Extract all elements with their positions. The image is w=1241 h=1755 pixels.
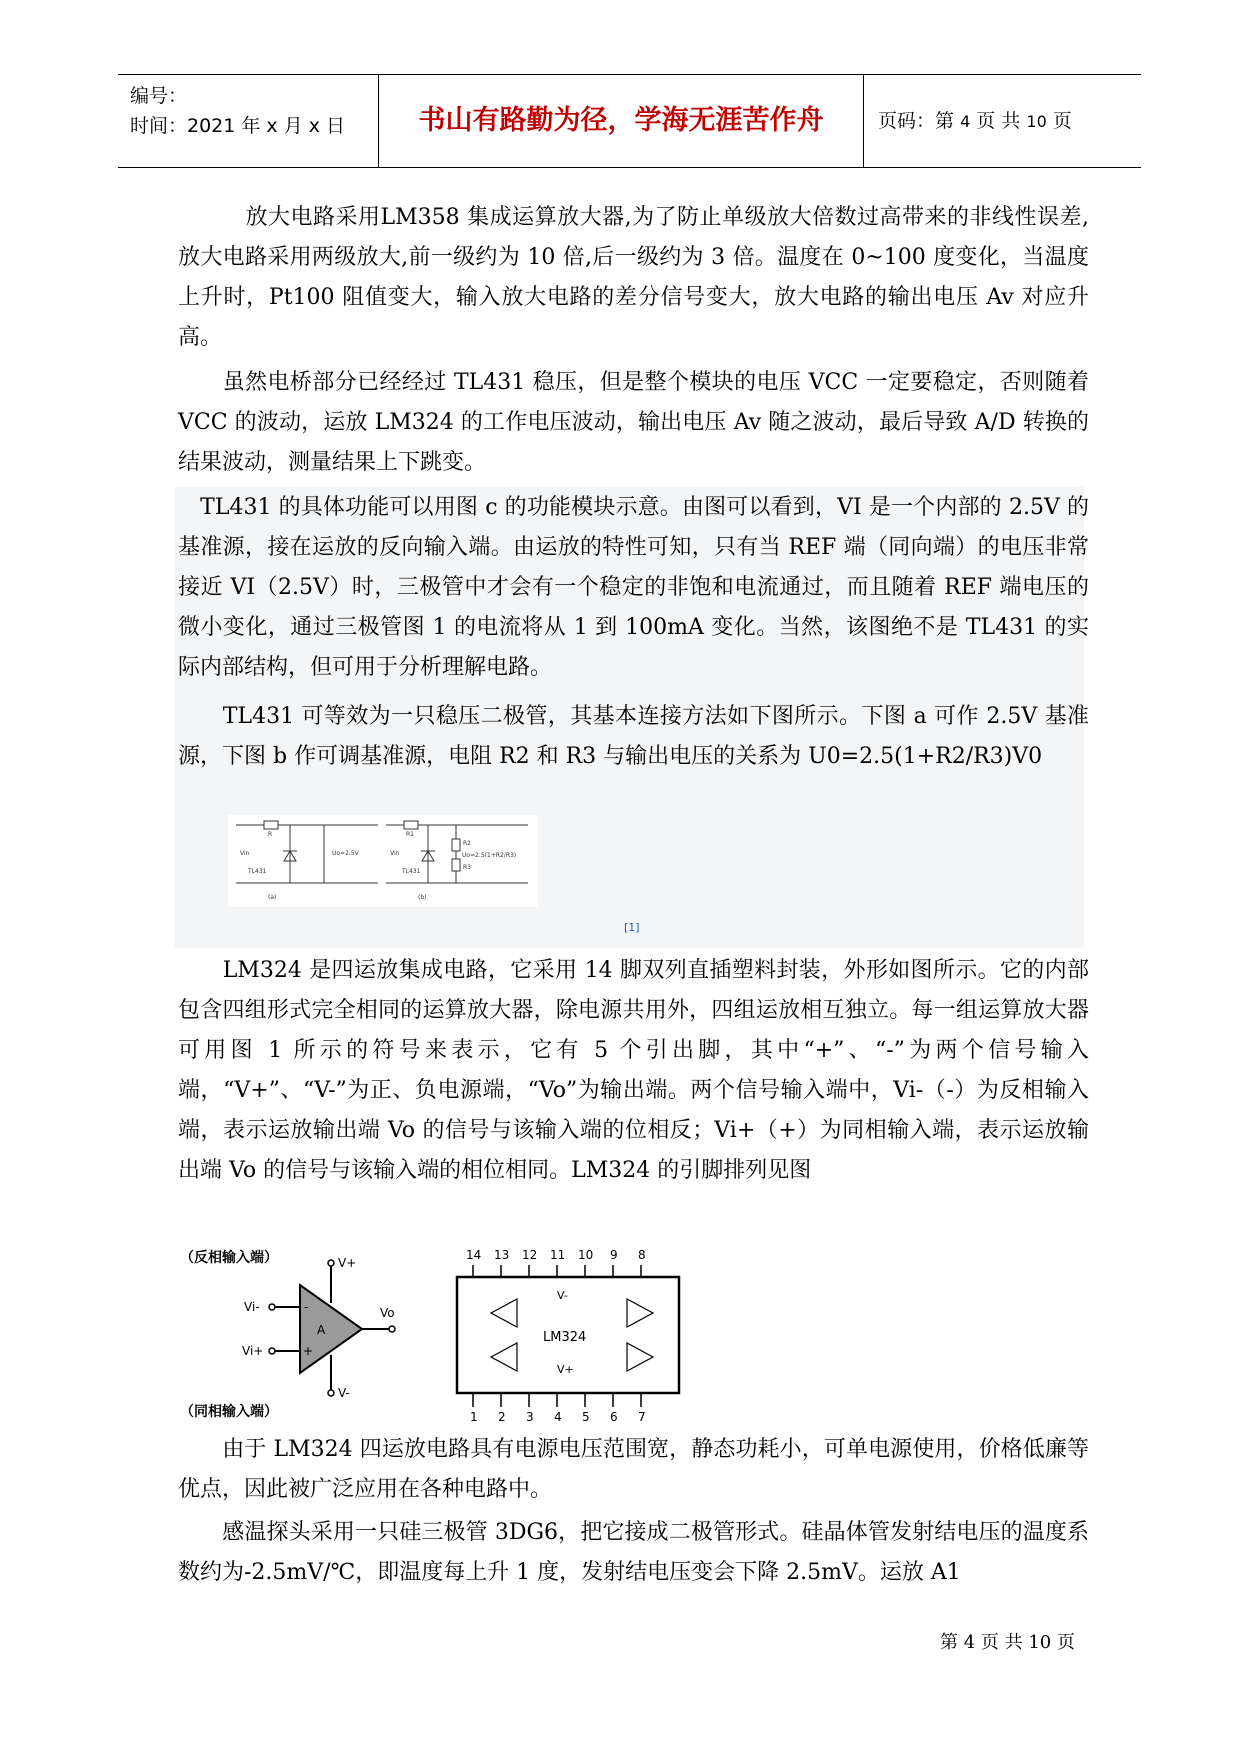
pin-number-bottom: 2 [498, 1410, 506, 1424]
page-current: 4 [960, 112, 971, 131]
pin-number-top: 14 [466, 1248, 482, 1262]
label-noninverting-input: （同相输入端） [180, 1404, 278, 1420]
label-plus-sign: + [303, 1344, 314, 1358]
label-v-plus: V+ [338, 1256, 357, 1270]
label-v-minus-pin: V- [557, 1289, 568, 1302]
pin-number-top: 11 [550, 1248, 566, 1262]
page-footer: 第 4 页 共 10 页 [940, 1632, 1075, 1653]
label-chip-a: TL431 [248, 868, 267, 875]
paragraph-amplifier: 放大电路采用LM358 集成运算放大器,为了防止单级放大倍数过高带来的非线性误差,放大电路采用两级放大,前一级约为 10 倍,后一级约为 3 倍。温度在 0~100 度变化，当温度上升时，Pt100 阻值变大，输入放大电路的差分信号变大，放大电路的输出电压 Av 对应升高。 [178, 205, 1089, 350]
paragraph-lm324-advantages: 由于 LM324 四运放电路具有电源电压范围宽，静态功耗小，可单电源使用，价格低廉等优点，因此被广泛应用在各种电路中。 [178, 1437, 1089, 1502]
label-inverting-input: （反相输入端） [180, 1250, 278, 1266]
citation-link[interactable]: [1] [624, 921, 640, 934]
label-amp: A [317, 1323, 326, 1337]
paragraph-tl431-function: TL431 的具体功能可以用图 c 的功能模块示意。由图可以看到，VI 是一个内部的 2.5V 的基准源，接在运放的反向输入端。由运放的特性可知，只有当 REF 端（同向端）的电压非常接近 VI（2.5V）时，三极管中才会有一个稳定的非饱和电流通过，而且随着 REF 端电压的微小变化，通过三极管图 1 的电流将从 1 到 100mA 变化。当然，该图绝不是 TL431 的实际内部结构，但可用于分析理解电路。 [178, 495, 1089, 680]
pin-number-top: 13 [494, 1248, 510, 1262]
label-r1: R1 [406, 831, 414, 838]
label-r: R [268, 831, 273, 838]
label-v-minus: V- [338, 1386, 350, 1400]
label-vin-a: Vin [240, 850, 250, 857]
pin-number-top: 8 [638, 1248, 646, 1262]
lm324-pinout-figure [455, 1245, 685, 1425]
pin-number-bottom: 5 [582, 1410, 590, 1424]
header-motto: 书山有路勤为径，学海无涯苦作舟 [418, 105, 824, 136]
label-cap-a: (a) [268, 894, 277, 901]
pin-number-bottom: 7 [638, 1410, 646, 1424]
label-chip-b: TL431 [402, 868, 421, 875]
paragraph-vcc: 虽然电桥部分已经经过 TL431 稳压，但是整个模块的电压 VCC 一定要稳定，否则随着 VCC 的波动，运放 LM324 的工作电压波动，输出电压 Av 随之波动，最后导致 A/D 转换的结果波动，测量结果上下跳变。 [178, 370, 1089, 475]
page-header [118, 74, 1141, 168]
header-divider [863, 75, 864, 167]
pin-number-bottom: 6 [610, 1410, 618, 1424]
label-minus-sign: - [304, 1300, 309, 1314]
paragraph-lm324: LM324 是四运放集成电路，它采用 14 脚双列直插塑料封装，外形如图所示。它的内部包含四组形式完全相同的运算放大器，除电源共用外，四组运放相互独立。每一组运算放大器可用图 1 所示的符号来表示，它有 5 个引出脚，其中“+”、“-”为两个信号输入端，“V+”、“V-”为正、负电源端，“Vo”为输出端。两个信号输入端中，Vi-（-）为反相输入端，表示运放输出端 Vo 的信号与该输入端的位相反；Vi+（+）为同相输入端，表示运放输出端 Vo 的信号与该输入端的相位相同。LM324 的引脚排列见图 [178, 958, 1089, 1183]
pin-number-top: 12 [522, 1248, 538, 1262]
label-out-a: Uo=2.5V [332, 850, 359, 857]
label-cap-b: (b) [418, 894, 427, 901]
pin-number-bottom: 1 [470, 1410, 478, 1424]
pin-number-bottom: 3 [526, 1410, 534, 1424]
pin-number-top: 9 [610, 1248, 618, 1262]
paragraph-tl431-usage: TL431 可等效为一只稳压二极管，其基本连接方法如下图所示。下图 a 可作 2.5V 基准源，下图 b 作可调基准源，电阻 R2 和 R3 与输出电压的关系为 U0=2.5(1+R2/R3)V0 [178, 704, 1089, 769]
label-v-plus-pin: V+ [557, 1363, 574, 1376]
pin-number-top: 10 [578, 1248, 594, 1262]
label-chip: LM324 [543, 1330, 587, 1345]
header-divider [378, 75, 379, 167]
label-vin-b: Vin [390, 850, 400, 857]
label-vo: Vo [380, 1306, 395, 1320]
header-page-number: 页码：第 4 页 共 10 页 [878, 110, 1072, 132]
label-r3: R3 [463, 864, 471, 871]
page-total: 10 [1026, 112, 1047, 131]
opamp-symbol-figure [180, 1245, 440, 1423]
pin-number-bottom: 4 [554, 1410, 562, 1424]
label-out-b: Uo=2.5(1+R2/R3) [462, 852, 517, 859]
header-meta [130, 81, 380, 141]
label-r2: R2 [463, 840, 471, 847]
number-label: 编号： [130, 85, 188, 107]
label-vi-minus: Vi- [244, 1300, 260, 1314]
label-vi-plus: Vi+ [242, 1344, 264, 1358]
time-label: 时间：2021 年 x 月 x 日 [130, 115, 346, 137]
paragraph-temperature-probe: 感温探头采用一只硅三极管 3DG6，把它接成二极管形式。硅晶体管发射结电压的温度系数约为-2.5mV/℃，即温度每上升 1 度，发射结电压变会下降 2.5mV。运放 A1 [178, 1520, 1089, 1585]
tl431-circuit-figure [228, 815, 538, 907]
